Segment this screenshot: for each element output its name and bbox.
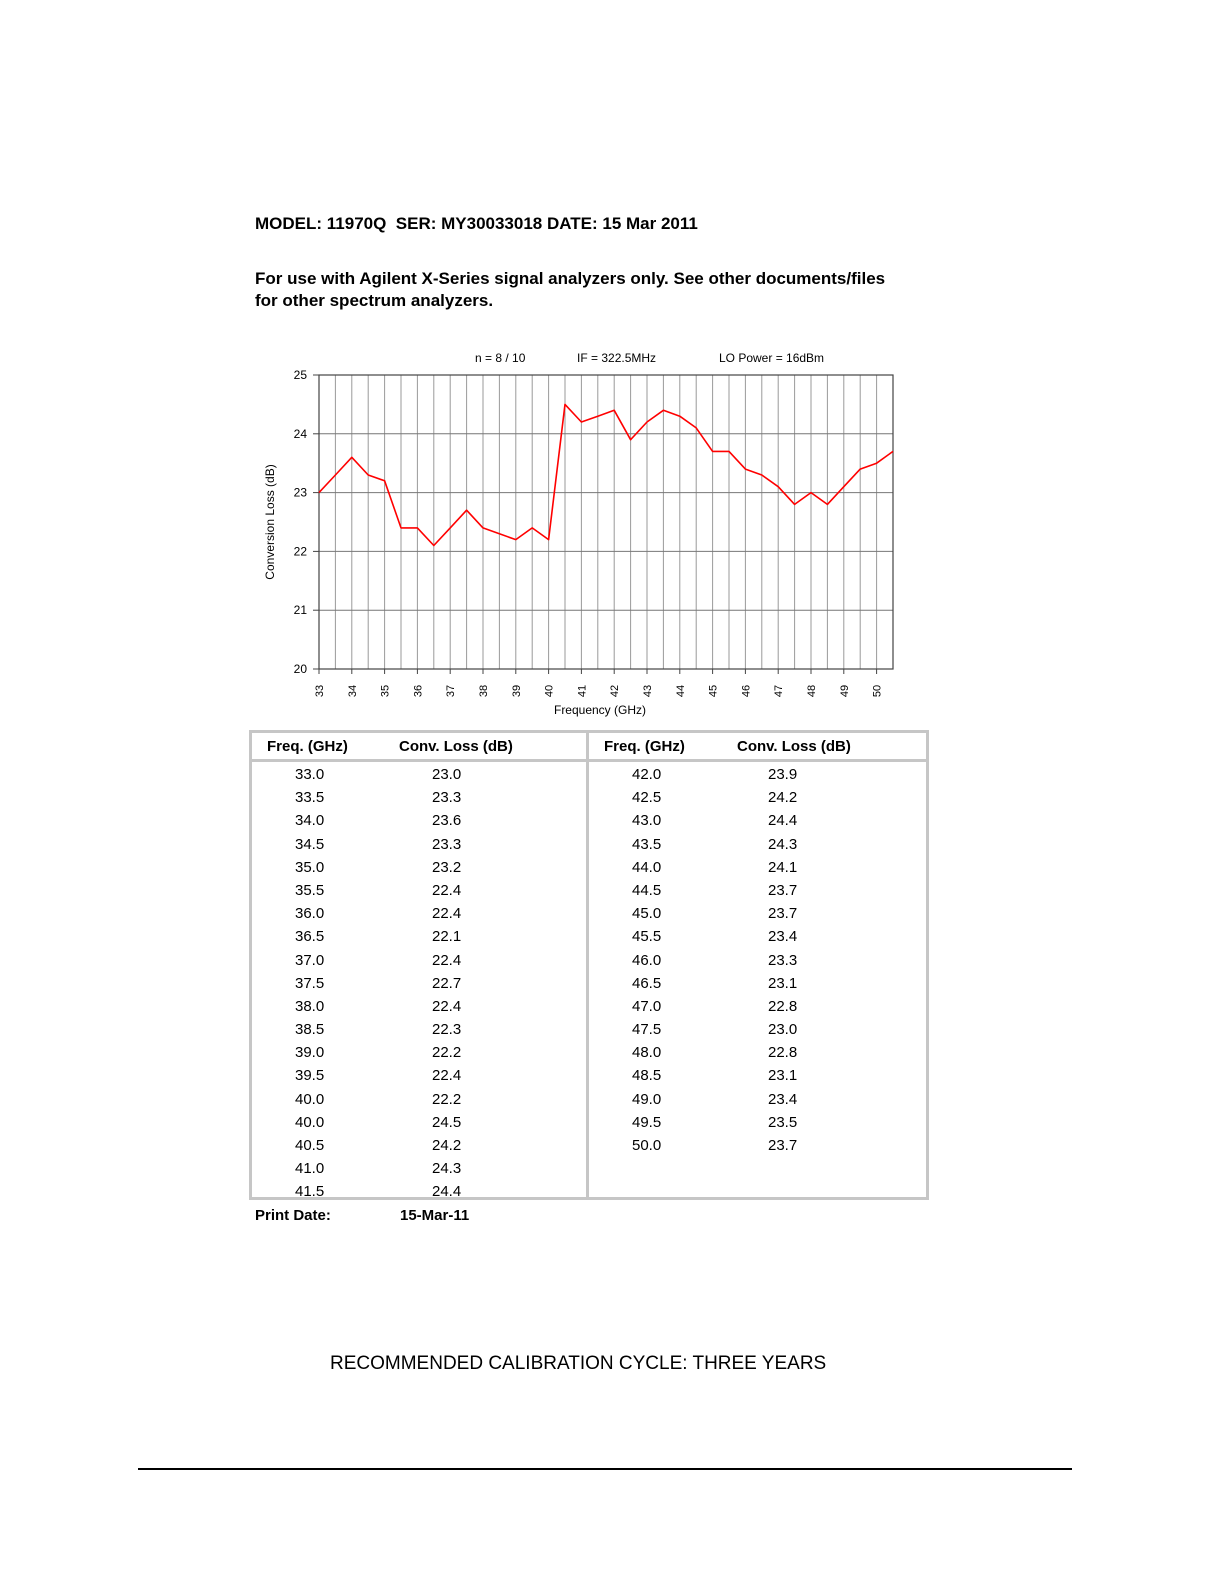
table-row (589, 1064, 926, 1087)
table-right-half (589, 733, 926, 1197)
freq-cell: 41.0 (295, 1160, 325, 1178)
x-tick-label: 42 (609, 684, 622, 698)
x-tick-label: 48 (806, 684, 818, 698)
chart-title-part: LO Power = 16dBm (719, 351, 825, 365)
freq-cell: 33.5 (295, 789, 325, 807)
table-row (252, 925, 586, 948)
y-tick-label: 23 (293, 485, 307, 500)
freq-cell: 39.0 (295, 1044, 325, 1062)
table-row (252, 763, 586, 786)
chart-series (319, 404, 893, 545)
x-tick-label: 33 (314, 684, 326, 698)
loss-cell: 23.5 (768, 1113, 798, 1131)
loss-cell: 23.7 (768, 905, 798, 923)
freq-cell: 47.0 (632, 997, 662, 1015)
y-tick-labels (294, 368, 319, 676)
x-tick-label: 39 (510, 684, 523, 698)
x-tick-label: 38 (478, 684, 490, 698)
table-row (589, 879, 926, 902)
table-header-left (252, 733, 586, 762)
print-date-value: 15-Mar-11 (400, 1207, 470, 1224)
x-tick-label: 37 (445, 684, 458, 698)
table-row (589, 786, 926, 809)
loss-cell: 24.1 (768, 858, 798, 876)
loss-cell: 22.4 (432, 1067, 462, 1085)
loss-cell: 23.1 (768, 1067, 798, 1085)
loss-cell: 22.7 (432, 974, 462, 992)
y-tick-label: 25 (293, 368, 307, 382)
footer-divider (138, 1468, 1072, 1470)
table-row (589, 856, 926, 879)
freq-cell: 40.5 (295, 1137, 325, 1154)
freq-cell: 43.5 (632, 835, 662, 853)
loss-column-header: Conv. Loss (dB) (737, 738, 851, 755)
x-tick-label: 49 (838, 684, 851, 698)
usage-note-line-2: for other spectrum analyzers. (255, 291, 494, 310)
y-tick-label: 21 (293, 603, 307, 618)
freq-cell: 39.5 (295, 1067, 325, 1085)
table-row (252, 949, 586, 972)
loss-cell: 23.1 (768, 974, 798, 992)
x-tick-label: 36 (412, 684, 425, 698)
table-row (589, 833, 926, 856)
x-tick-label: 50 (871, 684, 884, 698)
table-row (589, 1134, 926, 1157)
freq-cell: 42.5 (632, 789, 662, 807)
loss-cell: 22.4 (432, 951, 462, 969)
table-row (252, 879, 586, 902)
freq-cell: 43.0 (632, 812, 662, 830)
freq-cell: 35.5 (295, 881, 325, 899)
table-left-rows (252, 762, 586, 1204)
loss-cell: 22.4 (432, 997, 462, 1015)
conversion-loss-line (319, 404, 893, 545)
freq-cell: 47.5 (632, 1021, 662, 1039)
print-date-label: Print Date: (255, 1207, 331, 1224)
loss-cell: 22.2 (432, 1090, 462, 1108)
table-row (589, 763, 926, 786)
y-tick-label: 22 (293, 544, 307, 559)
freq-cell: 34.0 (295, 812, 325, 830)
freq-cell: 33.0 (295, 766, 325, 783)
freq-cell: 37.5 (295, 974, 325, 992)
table-left-half (252, 733, 589, 1201)
loss-cell: 24.4 (768, 812, 798, 830)
loss-cell: 23.2 (432, 858, 462, 876)
freq-cell: 34.5 (295, 835, 325, 853)
freq-cell: 42.0 (632, 766, 662, 783)
table-row (589, 949, 926, 972)
conversion-loss-table (249, 730, 929, 1200)
conversion-loss-chart (250, 340, 910, 725)
table-row (589, 809, 926, 832)
chart-title-part: n = 8 / 10 (475, 351, 526, 365)
table-row (252, 1111, 586, 1134)
table-row (252, 809, 586, 832)
freq-cell: 44.0 (632, 858, 662, 876)
freq-cell: 44.5 (632, 881, 662, 899)
chart-grid (319, 375, 893, 669)
table-header-right (589, 733, 926, 762)
table-row (589, 1041, 926, 1064)
loss-cell: 23.3 (768, 951, 798, 969)
freq-cell: 38.0 (295, 997, 325, 1015)
freq-cell: 49.5 (632, 1113, 662, 1131)
x-tick-labels (314, 669, 884, 697)
table-row (252, 1157, 586, 1180)
freq-cell: 40.0 (295, 1113, 325, 1131)
freq-cell: 45.0 (632, 905, 662, 923)
x-axis-label: Frequency (GHz) (553, 703, 647, 717)
x-tick-label: 40 (543, 684, 556, 698)
freq-cell: 46.5 (632, 974, 662, 992)
table-row (252, 786, 586, 809)
table-row (589, 1111, 926, 1134)
x-tick-label: 46 (740, 684, 753, 698)
loss-column-header: Conv. Loss (dB) (399, 738, 513, 755)
calibration-cycle-note: RECOMMENDED CALIBRATION CYCLE: THREE YEARS (330, 1353, 827, 1374)
freq-cell: 48.0 (632, 1044, 662, 1062)
table-row (589, 995, 926, 1018)
freq-column-header: Freq. (GHz) (604, 738, 685, 755)
loss-cell: 22.8 (768, 1044, 798, 1062)
chart-title-part: IF = 322.5MHz (577, 351, 657, 365)
freq-cell: 38.5 (295, 1021, 325, 1039)
loss-cell: 22.2 (432, 1044, 462, 1062)
loss-cell: 23.7 (768, 1137, 798, 1154)
freq-cell: 48.5 (632, 1067, 662, 1085)
loss-cell: 23.3 (432, 789, 462, 807)
loss-cell: 22.3 (432, 1021, 462, 1039)
loss-cell: 23.4 (768, 1090, 798, 1108)
table-row (589, 972, 926, 995)
loss-cell: 22.4 (432, 905, 462, 923)
model-serial-date-line: MODEL: 11970Q SER: MY30033018 DATE: 15 Mar 2011 (255, 214, 698, 233)
freq-cell: 37.0 (295, 951, 325, 969)
loss-cell: 22.1 (432, 928, 462, 946)
loss-cell: 23.0 (768, 1021, 798, 1039)
y-tick-label: 24 (293, 426, 307, 441)
loss-cell: 22.4 (432, 881, 462, 899)
x-tick-label: 41 (576, 684, 589, 698)
loss-cell: 23.3 (432, 835, 462, 853)
x-tick-label: 45 (707, 684, 720, 698)
table-row (589, 1088, 926, 1111)
freq-column-header: Freq. (GHz) (267, 738, 348, 755)
table-row (589, 902, 926, 925)
loss-cell: 23.4 (768, 928, 798, 946)
freq-cell: 46.0 (632, 951, 662, 969)
loss-cell: 24.3 (432, 1160, 462, 1178)
plot-frame (319, 375, 893, 669)
y-tick-label: 20 (293, 662, 307, 676)
x-tick-label: 47 (773, 684, 786, 698)
table-row (252, 902, 586, 925)
table-row (589, 1018, 926, 1041)
loss-cell: 24.2 (768, 789, 798, 807)
table-row (252, 1018, 586, 1041)
usage-note-line-1: For use with Agilent X-Series signal analyzers only. See other documents/files (255, 269, 886, 288)
loss-cell: 24.4 (432, 1183, 462, 1201)
loss-cell: 24.3 (768, 835, 798, 853)
table-right-rows (589, 762, 926, 1157)
chart-title (475, 351, 824, 365)
usage-note (255, 268, 935, 312)
table-row (252, 1180, 586, 1203)
freq-cell: 45.5 (632, 928, 662, 946)
x-tick-label: 35 (379, 684, 392, 698)
loss-cell: 24.2 (432, 1137, 462, 1154)
freq-cell: 41.5 (295, 1183, 325, 1201)
x-tick-label: 34 (346, 684, 359, 698)
freq-cell: 50.0 (632, 1137, 662, 1154)
table-row (589, 925, 926, 948)
freq-cell: 49.0 (632, 1090, 662, 1108)
loss-cell: 23.9 (768, 766, 798, 783)
loss-cell: 23.6 (432, 812, 462, 830)
table-row (252, 972, 586, 995)
freq-cell: 36.5 (295, 928, 325, 946)
table-row (252, 833, 586, 856)
table-row (252, 1041, 586, 1064)
loss-cell: 23.0 (432, 766, 462, 783)
freq-cell: 40.0 (295, 1090, 325, 1108)
loss-cell: 23.7 (768, 881, 798, 899)
table-row (252, 1088, 586, 1111)
freq-cell: 35.0 (295, 858, 325, 876)
table-row (252, 1134, 586, 1157)
loss-cell: 24.5 (432, 1113, 462, 1131)
table-row (252, 856, 586, 879)
y-axis-label: Conversion Loss (dB) (263, 464, 277, 580)
loss-cell: 22.8 (768, 997, 798, 1015)
freq-cell: 36.0 (295, 905, 325, 923)
x-tick-label: 44 (674, 684, 687, 698)
x-tick-label: 43 (642, 684, 654, 698)
table-row (252, 1064, 586, 1087)
table-row (252, 995, 586, 1018)
